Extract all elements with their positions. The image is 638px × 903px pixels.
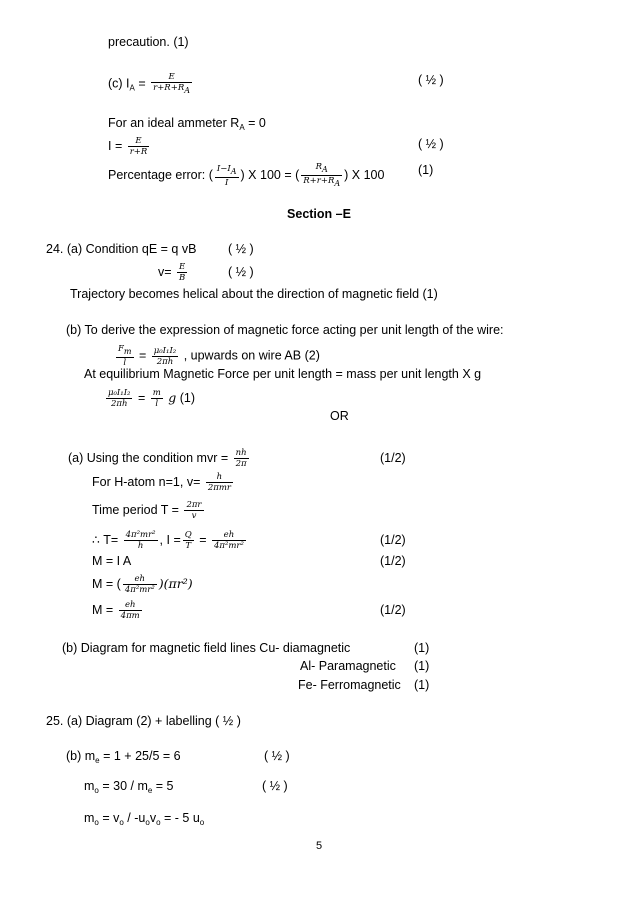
frac-num: E	[151, 72, 192, 83]
mo2-b: / -u	[123, 811, 146, 825]
equilibrium-line: At equilibrium Magnetic Force per unit length = mass per unit length X g	[84, 367, 482, 381]
velocity-formula	[158, 262, 189, 283]
frac-num: h	[206, 472, 233, 483]
frac-num	[215, 164, 239, 178]
mo-line	[84, 778, 174, 799]
fe-line: Fe- Ferromagnetic	[298, 678, 401, 692]
precaution-line: precaution. (1)	[108, 35, 189, 49]
frac-num: Q	[184, 530, 192, 540]
moment-ia: M = I A	[92, 554, 132, 568]
velocity-mark: ( ½ )	[228, 265, 254, 279]
period-label: Time period T =	[92, 502, 183, 517]
eq2-eq: =	[134, 390, 149, 405]
pe-num: I−I	[216, 163, 231, 174]
b-pre: (b) m	[66, 749, 96, 763]
frac-den: h	[137, 541, 144, 551]
fraction	[116, 344, 134, 368]
frac-den: 2π	[235, 459, 247, 469]
mo-mark: ( ½ )	[262, 779, 288, 793]
ideal-ammeter-line	[108, 115, 266, 136]
frac-den: v	[191, 511, 197, 521]
al-line: Al- Paramagnetic	[300, 659, 396, 673]
fraction	[123, 574, 157, 595]
frac-num: nh	[234, 448, 249, 459]
fraction	[301, 162, 342, 189]
alt-a-mark: (1/2)	[380, 451, 406, 465]
frac-den: 2πh	[111, 399, 128, 409]
q24-condition-mark: ( ½ )	[228, 242, 254, 256]
pe2-den-sub: A	[334, 179, 341, 188]
eq: =	[134, 76, 150, 91]
frac-den-sub: A	[184, 86, 191, 95]
c-mark: ( ½ )	[418, 73, 444, 87]
fraction	[212, 530, 246, 551]
pe-num-sub: A	[230, 166, 237, 176]
fraction	[206, 472, 233, 493]
period-and-current	[92, 530, 248, 551]
pe2-num-sub: A	[322, 165, 328, 174]
fraction	[215, 164, 239, 188]
frac-den: 4πm	[120, 611, 140, 621]
q25-a-line: 25. (a) Diagram (2) + labelling ( ½ )	[46, 714, 241, 728]
fraction	[184, 500, 203, 521]
frac-den: 4π²mr²	[124, 585, 155, 595]
mo-pre: m	[84, 779, 95, 793]
frac-num: eh	[212, 530, 246, 541]
q24-condition-line: 24. (a) Condition qE = q vB	[46, 242, 197, 256]
i-label: I =	[108, 138, 126, 153]
fe-mark: (1)	[414, 678, 430, 692]
t-mark: (1/2)	[380, 533, 406, 547]
frac-den: 2πmr	[207, 483, 231, 493]
section-heading: Section –E	[287, 207, 351, 221]
frac-num: eh	[123, 574, 157, 585]
t-comma: , I =	[159, 532, 181, 547]
frac-den	[151, 83, 192, 96]
b-rest: = 1 + 25/5 = 6	[99, 749, 181, 763]
or-label: OR	[330, 409, 349, 423]
i2-eq: =	[195, 532, 210, 547]
mo2-sub5: o	[199, 818, 205, 827]
mo-rest: = 5	[152, 779, 174, 793]
frac-num: 2πr	[186, 500, 202, 510]
frac-num: μ₀I₁I₂	[153, 345, 177, 356]
fm-num: F	[118, 344, 124, 354]
hatom-label: For H-atom n=1, v=	[92, 474, 204, 489]
frac-num	[116, 344, 134, 358]
fm-num-sub: m	[123, 347, 132, 356]
frac-den: l	[123, 358, 127, 368]
eq2-mark: (1)	[179, 390, 196, 405]
fraction	[152, 346, 178, 367]
fraction	[177, 262, 187, 283]
ammeter-current-formula	[108, 72, 194, 96]
frac-num: μ₀I₁I₂	[108, 388, 131, 398]
ideal-rest: = 0	[244, 116, 266, 130]
page-number: 5	[315, 840, 323, 852]
time-period	[92, 500, 206, 521]
fraction	[119, 600, 142, 621]
q25-b-mark: ( ½ )	[264, 749, 290, 763]
mo2-sub4: o	[156, 818, 161, 827]
frac-den-text: r+R+R	[153, 83, 185, 93]
quantization-condition	[68, 448, 251, 469]
ideal-sub: A	[239, 123, 245, 132]
q25-b-line	[66, 748, 181, 769]
frac-num: E	[177, 262, 187, 273]
mo-sub: o	[94, 786, 99, 795]
c-label: (c) I	[108, 76, 130, 91]
mo2-c: v	[149, 811, 157, 825]
frac-den: B	[179, 273, 186, 283]
fraction	[234, 448, 249, 469]
moment-final	[92, 600, 144, 621]
percentage-error-formula	[108, 162, 384, 189]
mo2-a: = v	[98, 811, 120, 825]
frac-num: eh	[119, 600, 142, 611]
mo2-pre: m	[84, 811, 95, 825]
hatom-velocity	[92, 472, 235, 493]
m2-label: M = (	[92, 576, 121, 591]
m2-rest: )(πr²)	[158, 575, 193, 591]
frac-den	[301, 176, 342, 189]
magnetic-force-formula	[114, 344, 320, 368]
diagram-mark: (1)	[414, 641, 430, 655]
mo2-sub2: o	[119, 818, 124, 827]
pe2-den: R+r+R	[303, 176, 335, 186]
mo2-line	[84, 810, 204, 831]
pe-mid: ) X 100 = (	[240, 167, 300, 182]
fraction	[183, 530, 194, 551]
ideal-current-formula	[108, 136, 151, 157]
mo2-d: = - 5 u	[160, 811, 200, 825]
fraction	[151, 72, 192, 96]
t-label: ∴ T=	[92, 532, 122, 547]
fraction	[124, 530, 158, 551]
frac-num: E	[128, 136, 150, 147]
b-intro-line: (b) To derive the expression of magnetic force acting per unit length of the wire:	[66, 323, 504, 337]
pe-end: ) X 100	[344, 167, 385, 182]
pe-label: Percentage error: (	[108, 167, 213, 182]
trajectory-line: Trajectory becomes helical about the direction of magnetic field (1)	[70, 287, 438, 301]
frac-den: l	[155, 399, 159, 409]
pe-mark: (1)	[418, 163, 434, 177]
mo-mid: = 30 / m	[98, 779, 148, 793]
i-mark: ( ½ )	[418, 137, 444, 151]
frac-den: T	[185, 541, 192, 551]
mo-sub2: e	[147, 786, 153, 795]
fraction	[106, 388, 132, 409]
frac-den: 2πh	[156, 356, 174, 367]
mo2-sub: o	[94, 818, 99, 827]
al-mark: (1)	[414, 659, 430, 673]
fm-eq: =	[135, 348, 150, 363]
m3-label: M =	[92, 602, 117, 617]
diagram-line: (b) Diagram for magnetic field lines Cu- diamagnetic	[62, 641, 351, 655]
b-sub: e	[95, 756, 100, 765]
moment-expanded	[92, 574, 193, 595]
fraction	[151, 388, 163, 409]
v-label: v=	[158, 264, 176, 279]
m3-mark: (1/2)	[380, 603, 406, 617]
fm-rest: , upwards on wire AB (2)	[180, 348, 320, 363]
g-symbol: g	[168, 389, 177, 405]
frac-num: 4π²mr²	[125, 530, 156, 540]
frac-den: I	[225, 177, 229, 188]
alt-a-label: (a) Using the condition mvr =	[68, 450, 232, 465]
pe2-num: R	[315, 162, 323, 172]
ideal-label: For an ideal ammeter R	[108, 116, 240, 130]
mo2-sub3: o	[145, 818, 150, 827]
equilibrium-formula	[104, 388, 195, 409]
frac-num: m	[152, 388, 161, 398]
frac-num	[301, 162, 342, 176]
frac-den: 4π²mr²	[213, 541, 244, 551]
c-sub: A	[129, 83, 135, 93]
mia-mark: (1/2)	[380, 554, 406, 568]
frac-den: r+R	[129, 147, 148, 157]
fraction	[128, 136, 150, 157]
